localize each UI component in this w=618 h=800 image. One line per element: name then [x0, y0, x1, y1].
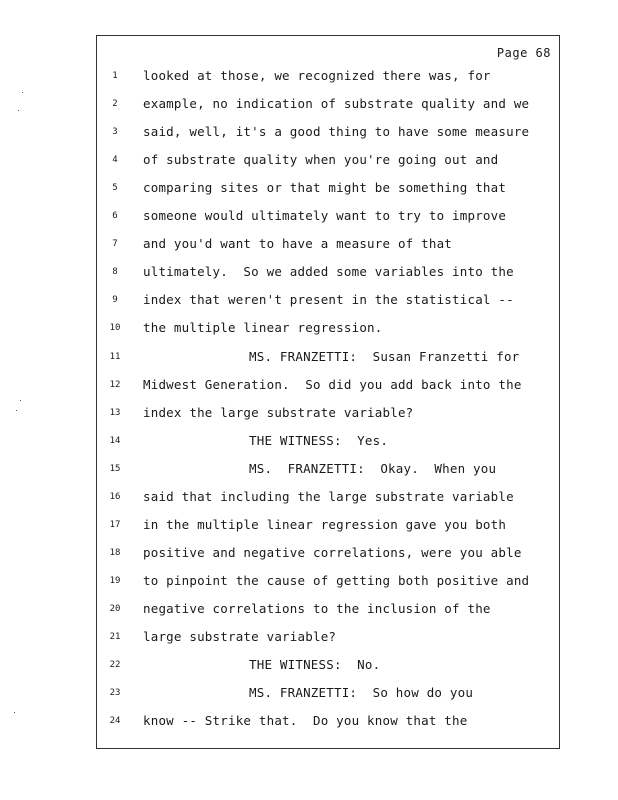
line-number: 2 [112, 99, 118, 110]
transcript-line [97, 202, 559, 230]
line-text: index the large substrate variable? [143, 404, 414, 420]
line-text: and you'd want to have a measure of that [143, 236, 453, 252]
line-text: MS. FRANZETTI: Susan Franzetti for [249, 348, 520, 364]
line-number: 18 [109, 547, 121, 558]
transcript-line [97, 511, 559, 539]
line-number: 9 [112, 295, 118, 306]
transcript-line [97, 707, 559, 735]
page-number: Page 68 [496, 46, 551, 60]
line-text: positive and negative correlations, were you able [143, 544, 522, 560]
line-text: to pinpoint the cause of getting both positive and [143, 572, 530, 588]
line-text: example, no indication of substrate quality and we [143, 96, 530, 112]
line-text: negative correlations to the inclusion of the [143, 600, 491, 616]
line-text: MS. FRANZETTI: Okay. When you [249, 460, 497, 476]
transcript-line [97, 230, 559, 258]
line-number: 22 [109, 660, 121, 671]
line-number: 21 [109, 632, 121, 642]
transcript-line [97, 286, 559, 314]
transcript-line [97, 595, 559, 623]
line-text: in the multiple linear regression gave you both [143, 516, 507, 532]
transcript-line [97, 539, 559, 567]
line-text: know -- Strike that. Do you know that the [143, 713, 468, 729]
line-number: 24 [109, 716, 121, 727]
transcript-line [97, 427, 559, 455]
transcript-line [97, 314, 559, 342]
transcript-line [97, 62, 559, 90]
line-text: someone would ultimately want to try to improve [143, 208, 507, 224]
line-text: Midwest Generation. So did you add back into the [143, 376, 522, 392]
line-number: 13 [109, 407, 121, 418]
line-number: 12 [109, 379, 121, 390]
line-number: 6 [112, 211, 118, 222]
line-number: 14 [109, 435, 121, 446]
transcript-line [97, 483, 559, 511]
line-text: ultimately. So we added some variables into the [143, 264, 514, 280]
line-number: 3 [112, 127, 118, 138]
transcript-line [97, 371, 559, 399]
line-text: looked at those, we recognized there was, for [143, 68, 491, 83]
line-number: 17 [109, 519, 121, 530]
line-text: index that weren't present in the statistical -- [143, 292, 514, 308]
transcript-line [97, 174, 559, 202]
scan-speck [14, 712, 15, 713]
transcript-line [97, 399, 559, 427]
line-text: large substrate variable? [143, 629, 337, 644]
line-number: 5 [112, 183, 118, 194]
line-text: said, well, it's a good thing to have some measure [143, 124, 530, 140]
transcript-line [97, 146, 559, 174]
scan-speck [18, 110, 19, 111]
scan-speck [22, 92, 23, 93]
line-number: 4 [112, 155, 118, 166]
transcript-line [97, 679, 559, 707]
line-text: MS. FRANZETTI: So how do you [249, 685, 474, 701]
line-number: 15 [109, 463, 121, 474]
transcript-page [96, 35, 560, 749]
line-text: the multiple linear regression. [143, 320, 383, 336]
line-text: THE WITNESS: No. [249, 657, 381, 673]
line-text: comparing sites or that might be something that [143, 180, 507, 196]
scan-speck [16, 410, 17, 411]
line-number: 8 [112, 267, 118, 278]
line-text: THE WITNESS: Yes. [249, 432, 389, 448]
transcript-line [97, 455, 559, 483]
transcript-line [97, 343, 559, 371]
transcript-line [97, 651, 559, 679]
line-number: 19 [109, 575, 121, 586]
line-number: 11 [109, 351, 121, 362]
line-text: of substrate quality when you're going out and [143, 152, 499, 168]
transcript-line [97, 258, 559, 286]
line-number: 7 [112, 239, 118, 250]
transcript-line [97, 90, 559, 118]
line-number: 20 [109, 603, 121, 614]
transcript-line [97, 623, 559, 651]
transcript-line [97, 567, 559, 595]
line-number: 10 [109, 323, 121, 334]
line-number: 1 [112, 71, 118, 81]
transcript-line [97, 118, 559, 146]
scan-speck [20, 400, 21, 401]
line-number: 16 [109, 491, 121, 502]
line-number: 23 [109, 688, 121, 699]
line-text: said that including the large substrate variable [143, 488, 514, 504]
